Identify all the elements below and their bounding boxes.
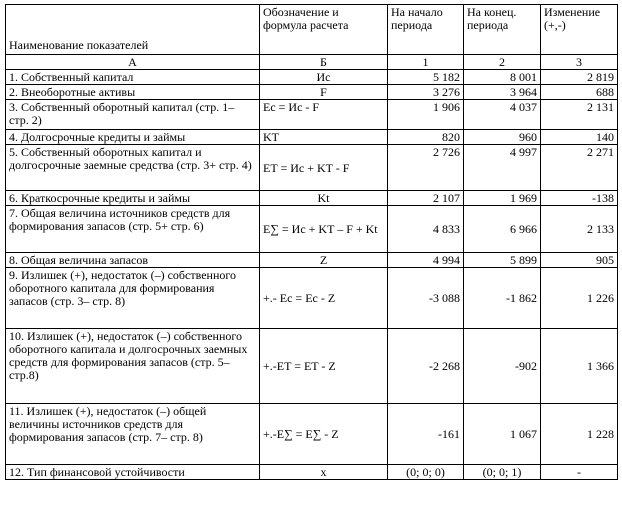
row-formula: Ис [260, 70, 388, 85]
row-start: 2 726 [388, 145, 464, 191]
row-start: 3 276 [388, 85, 464, 100]
row-formula: ET = Ис + KT - F [260, 145, 388, 191]
row-end: -902 [464, 329, 541, 404]
row-formula: F [260, 85, 388, 100]
index-cell: 2 [464, 55, 541, 70]
table-row [6, 206, 618, 253]
row-change: 905 [541, 253, 618, 268]
row-start: 2 107 [388, 191, 464, 206]
row-formula: +.-ET = ET - Z [260, 329, 388, 404]
row-change: 1 226 [541, 268, 618, 329]
row-change: 1 366 [541, 329, 618, 404]
row-change: 2 271 [541, 145, 618, 191]
row-change: 140 [541, 130, 618, 145]
row-end: (0; 0; 1) [464, 465, 541, 480]
row-end: 4 037 [464, 100, 541, 130]
index-cell: Б [260, 55, 388, 70]
header-start: На начало периода [388, 5, 464, 55]
row-name: 8. Общая величина запасов [6, 253, 260, 268]
header-end: На конец. периода [464, 5, 541, 55]
row-name: 6. Краткосрочные кредиты и займы [6, 191, 260, 206]
row-name: 3. Собственный оборотный капитал (стр. 1– стр. 2) [6, 100, 260, 130]
row-end: 3 964 [464, 85, 541, 100]
table-row [6, 85, 618, 100]
index-cell: А [6, 55, 260, 70]
row-start: -3 088 [388, 268, 464, 329]
financial-stability-table [5, 4, 618, 480]
row-start: 820 [388, 130, 464, 145]
row-end: 1 969 [464, 191, 541, 206]
row-name: 2. Внеоборотные активы [6, 85, 260, 100]
index-row [6, 55, 618, 70]
row-name: 7. Общая величина источников средств для формирования запасов (стр. 5+ стр. 6) [6, 206, 260, 253]
row-start: -161 [388, 404, 464, 465]
row-start: -2 268 [388, 329, 464, 404]
row-name: 10. Излишек (+), недостаток (–) собственного оборотного капитала и долгосрочных заемных средств для формирования запасов (стр. 5– стр.8) [6, 329, 260, 404]
table-row [6, 404, 618, 465]
header-change: Изменение (+,-) [541, 5, 618, 55]
table-row [6, 145, 618, 191]
header-name: Наименование показателей [6, 5, 260, 55]
row-end: 1 067 [464, 404, 541, 465]
row-name: 11. Излишек (+), недостаток (–) общей величины источников средств для формирования запасов (стр. 7– стр. 8) [6, 404, 260, 465]
table-row [6, 130, 618, 145]
row-start: 5 182 [388, 70, 464, 85]
row-formula: Z [260, 253, 388, 268]
row-end: 5 899 [464, 253, 541, 268]
row-name: 12. Тип финансовой устойчивости [6, 465, 260, 480]
table-row [6, 329, 618, 404]
row-change: 2 131 [541, 100, 618, 130]
row-change: 2 819 [541, 70, 618, 85]
row-start: 4 994 [388, 253, 464, 268]
row-name: 1. Собственный капитал [6, 70, 260, 85]
row-formula: +.-E∑ = E∑ - Z [260, 404, 388, 465]
row-end: 8 001 [464, 70, 541, 85]
row-start: 4 833 [388, 206, 464, 253]
row-change: 688 [541, 85, 618, 100]
row-change: -138 [541, 191, 618, 206]
table-row [6, 191, 618, 206]
index-cell: 3 [541, 55, 618, 70]
row-name: 5. Собственный оборотных капитал и долгосрочные заемные средства (стр. 3+ стр. 4) [6, 145, 260, 191]
row-formula: +.- Ec = Ec - Z [260, 268, 388, 329]
row-formula: Kt [260, 191, 388, 206]
row-formula: E∑ = Ис + KT – F + Kt [260, 206, 388, 253]
row-start: 1 906 [388, 100, 464, 130]
table-row [6, 465, 618, 480]
row-formula: KT [260, 130, 388, 145]
row-end: -1 862 [464, 268, 541, 329]
row-end: 960 [464, 130, 541, 145]
header-formula: Обозначение и формула расчета [260, 5, 388, 55]
row-formula: Ec = Ис - F [260, 100, 388, 130]
row-formula: x [260, 465, 388, 480]
row-end: 6 966 [464, 206, 541, 253]
table-row [6, 268, 618, 329]
row-name: 4. Долгосрочные кредиты и займы [6, 130, 260, 145]
row-change: - [541, 465, 618, 480]
header-row [6, 5, 618, 55]
row-start: (0; 0; 0) [388, 465, 464, 480]
table-row [6, 253, 618, 268]
table-row [6, 70, 618, 85]
index-cell: 1 [388, 55, 464, 70]
row-name: 9. Излишек (+), недостаток (–) собственного оборотного капитала для формирования запасов (стр. 3– стр. 8) [6, 268, 260, 329]
row-end: 4 997 [464, 145, 541, 191]
table-row [6, 100, 618, 130]
row-change: 2 133 [541, 206, 618, 253]
row-change: 1 228 [541, 404, 618, 465]
